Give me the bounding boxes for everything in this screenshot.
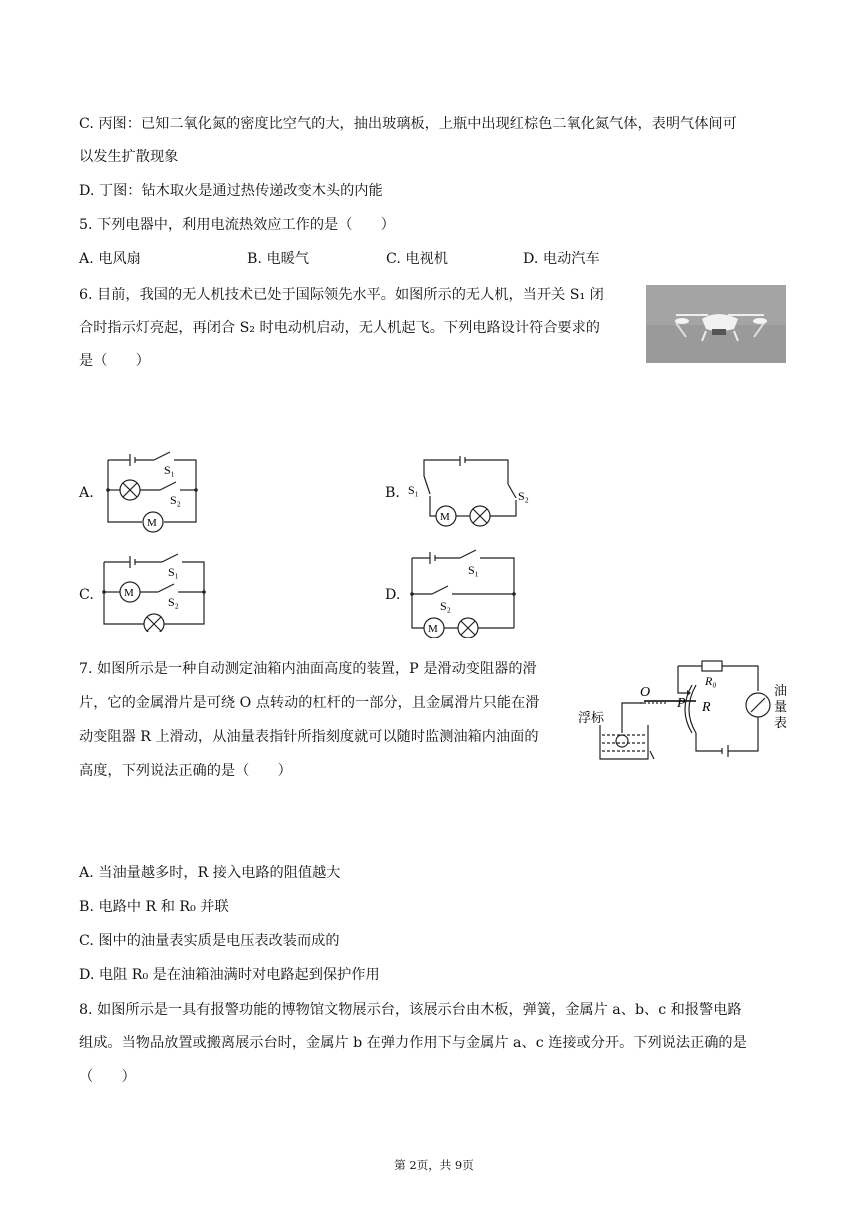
oil-meter-label-2: 量 — [774, 699, 788, 714]
motor-label-d: M — [428, 623, 438, 635]
point-o-label: O — [640, 685, 651, 700]
s2-label-b: S₂ — [518, 489, 529, 503]
q7-option-d: D. 电阻 R₀ 是在油箱油满时对电路起到保护作用 — [79, 967, 380, 983]
circuit-b — [402, 456, 542, 531]
drone-photo — [646, 285, 786, 363]
s2-label-d: S₂ — [440, 599, 451, 613]
circuit-d — [402, 548, 522, 638]
s1-label-a: S₁ — [164, 463, 175, 477]
resistor-r0-label: R₀ — [705, 674, 717, 688]
q7-option-b: B. 电路中 R 和 R₀ 并联 — [79, 899, 229, 915]
motor-label-a: M — [147, 517, 157, 529]
q8-stem-line1: 8. 如图所示是一具有报警功能的博物馆文物展示台，该展示台由木板，弹簧，金属片 a、b、c 和报警电路 — [79, 1002, 742, 1018]
q6-option-a-label: A. — [79, 485, 94, 501]
s1-label-b: S₁ — [408, 483, 419, 497]
q4-option-d: D. 丁图：钻木取火是通过热传递改变木头的内能 — [79, 183, 383, 199]
q7-stem-line3: 动变阻器 R 上滑动，从油量表指针所指刻度就可以随时监测油箱内油面的 — [79, 729, 539, 745]
q6-option-c-label: C. — [79, 587, 94, 603]
q6-stem-line1: 6. 目前，我国的无人机技术已处于国际领先水平。如图所示的无人机，当开关 S₁ 闭 — [79, 287, 604, 303]
q8-stem-line2: 组成。当物品放置或搬离展示台时，金属片 b 在弹力作用下与金属片 a、c 连接或分开。下列说法正确的是 — [79, 1035, 747, 1051]
q7-option-a: A. 当油量越多时，R 接入电路的阻值越大 — [79, 865, 341, 881]
motor-label-b: M — [440, 511, 450, 523]
oil-meter-label-1: 油 — [774, 683, 788, 698]
q5-stem: 5. 下列电器中，利用电流热效应工作的是（ ） — [79, 217, 395, 233]
q8-stem-line3: （ ） — [79, 1069, 136, 1085]
q7-stem-line1: 7. 如图所示是一种自动测定油箱内油面高度的装置，P 是滑动变阻器的滑 — [79, 661, 537, 677]
oil-gauge-figure — [578, 655, 788, 770]
q6-stem-line3: 是（ ） — [79, 353, 150, 369]
q5-option-c: C. 电视机 — [386, 251, 448, 267]
circuit-a — [100, 450, 205, 535]
q7-option-c: C. 图中的油量表实质是电压表改装而成的 — [79, 933, 340, 949]
q5-option-d: D. 电动汽车 — [523, 251, 600, 267]
q7-stem-line2: 片，它的金属滑片是可绕 O 点转动的杠杆的一部分，且金属滑片只能在滑 — [79, 695, 540, 711]
motor-label-c: M — [124, 587, 134, 599]
q4-option-c-line2: 以发生扩散现象 — [79, 149, 179, 165]
float-label: 浮标 — [578, 710, 605, 725]
slider-p-label: P — [677, 696, 686, 711]
s1-label-d: S₁ — [468, 563, 479, 577]
q7-stem-line4: 高度，下列说法正确的是（ ） — [79, 763, 292, 779]
rheostat-r-label: R — [702, 700, 711, 715]
s2-label-a: S₂ — [170, 493, 181, 507]
q4-option-c-line1: C. 丙图：已知二氧化氮的密度比空气的大，抽出玻璃板，上瓶中出现红棕色二氧化氮气体，表明气体间可 — [79, 116, 737, 132]
q6-option-d-label: D. — [385, 587, 401, 603]
q6-option-b-label: B. — [385, 485, 400, 501]
q5-option-a: A. 电风扇 — [79, 251, 141, 267]
q6-stem-line2: 合时指示灯亮起，再闭合 S₂ 时电动机启动，无人机起飞。下列电路设计符合要求的 — [79, 320, 600, 336]
oil-meter-label-3: 表 — [774, 715, 788, 730]
s1-label-c: S₁ — [168, 565, 179, 579]
circuit-c — [100, 552, 210, 632]
page-footer: 第 2页，共 9页 — [394, 1158, 474, 1172]
q5-option-b: B. 电暖气 — [247, 251, 310, 267]
s2-label-c: S₂ — [168, 595, 179, 609]
